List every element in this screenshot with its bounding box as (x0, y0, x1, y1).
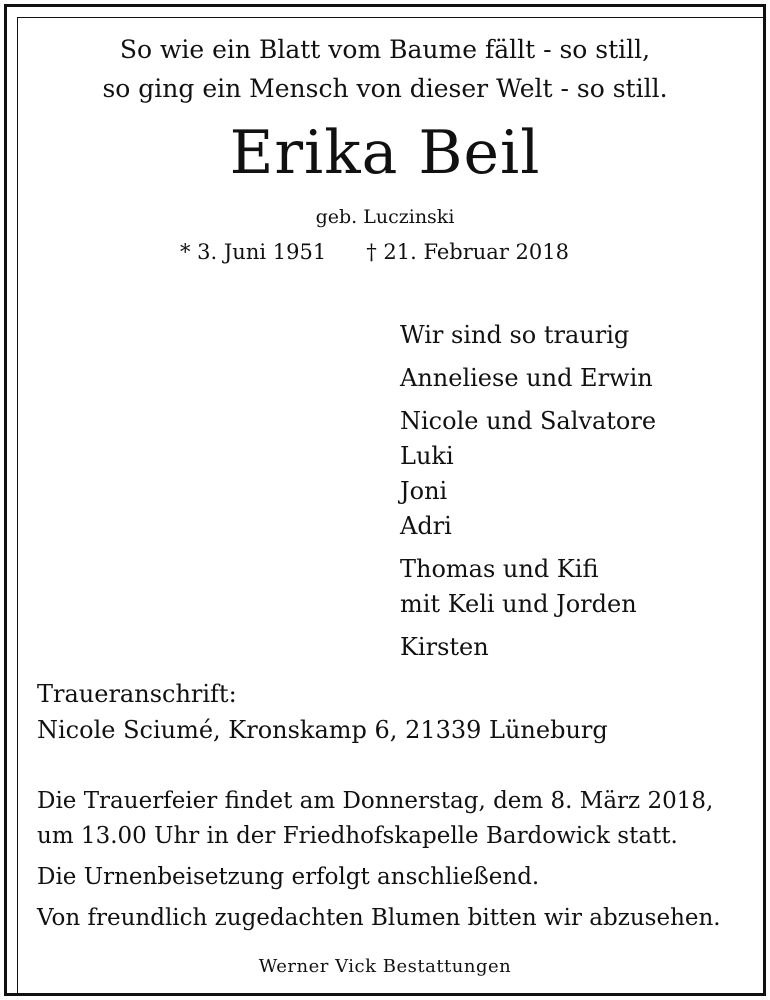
deceased-name: Erika Beil (229, 118, 541, 188)
mourner-line: Thomas und Kifi (400, 555, 599, 583)
service-line: Von freundlich zugedachten Blumen bitten wir abzusehen. (37, 905, 721, 931)
mourner-group (400, 318, 656, 353)
mourner-line: Joni (400, 477, 448, 505)
mourner-line: Anneliese und Erwin (400, 364, 653, 392)
death-date: † 21. Februar 2018 (366, 240, 569, 264)
funeral-service-info (37, 784, 721, 936)
service-line: Die Urnenbeisetzung erfolgt anschließend. (37, 864, 540, 890)
life-dates (180, 240, 569, 264)
verse (0, 30, 770, 108)
maiden-name: geb. Luczinski (315, 206, 455, 228)
mourner-line: Nicole und Salvatore (400, 407, 657, 435)
mourner-group (400, 552, 656, 622)
birth-date: * 3. Juni 1951 (180, 240, 327, 264)
address-line: Nicole Sciumé, Kronskamp 6, 21339 Lüneburg (37, 716, 608, 744)
mourner-group (400, 630, 656, 665)
verse-line: so ging ein Mensch von dieser Welt - so still. (102, 74, 668, 103)
service-line: Die Trauerfeier findet am Donnerstag, dem 8. März 2018, (37, 788, 714, 814)
mourner-group (400, 404, 656, 544)
mourner-line: mit Keli und Jorden (400, 590, 637, 618)
mourning-address (37, 676, 608, 748)
undertaker-name: Werner Vick Bestattungen (258, 956, 512, 977)
address-label: Traueranschrift: (37, 680, 237, 708)
mourner-line: Luki (400, 442, 454, 470)
mourner-line: Kirsten (400, 633, 489, 661)
mourners-list (400, 318, 656, 665)
verse-line: So wie ein Blatt vom Baume fällt - so still, (119, 35, 651, 64)
service-paragraph (37, 784, 721, 854)
mourner-group (400, 361, 656, 396)
mourner-line: Wir sind so traurig (400, 321, 630, 349)
mourner-line: Adri (400, 512, 452, 540)
service-line: um 13.00 Uhr in der Friedhofskapelle Bardowick statt. (37, 823, 678, 849)
